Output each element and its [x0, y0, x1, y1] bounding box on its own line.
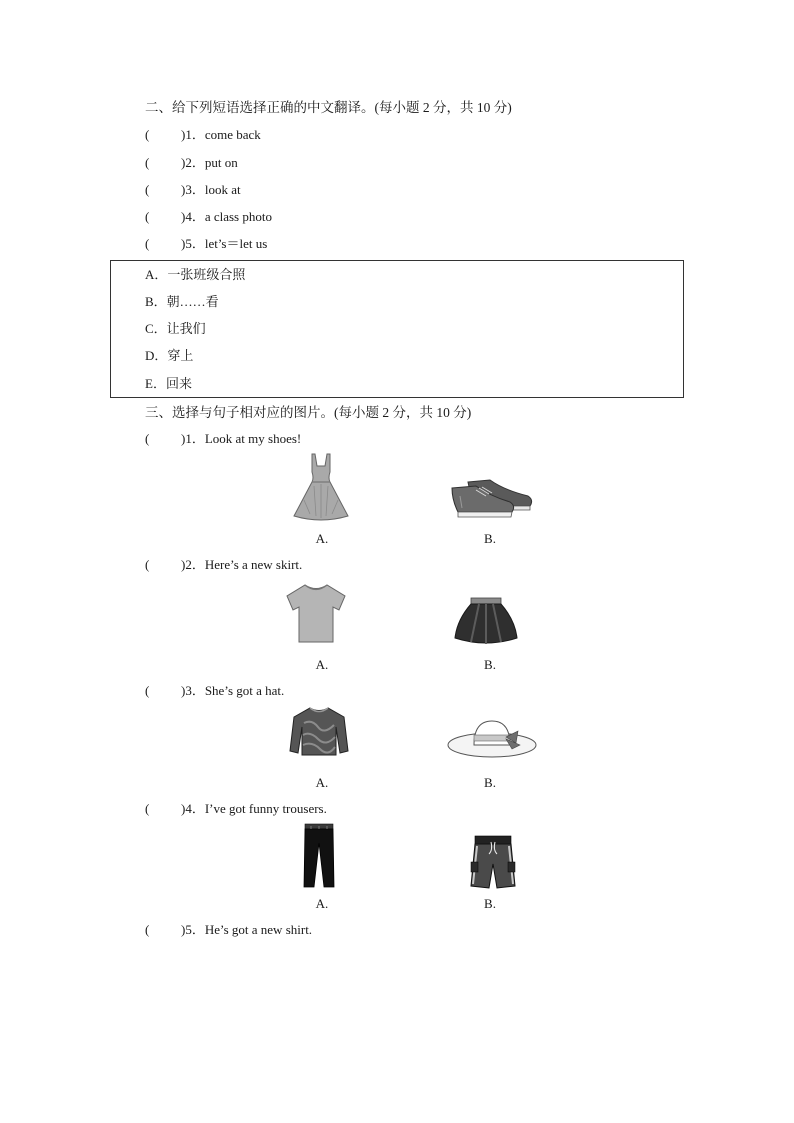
- question-s2-4: [145, 206, 272, 225]
- answer-blank[interactable]: (: [145, 182, 150, 197]
- option-d: D．穿上: [145, 348, 194, 363]
- section3-heading: 三、选择与句子相对应的图片。(每小题 2 分，共 10 分): [145, 405, 472, 420]
- choice-a-label: A.: [315, 531, 329, 546]
- option-a: A．一张班级合照: [145, 267, 246, 282]
- question-s3-4: [145, 798, 327, 817]
- question-s3-2: [145, 554, 302, 573]
- question-s2-2: [145, 152, 238, 171]
- question-s2-3: [145, 179, 241, 198]
- question-s3-5: [145, 919, 312, 938]
- choice-b-label: B.: [484, 531, 496, 546]
- question-text: )2．Here’s a new skirt.: [181, 557, 303, 572]
- question-s3-3: [145, 680, 284, 699]
- question-text: )5．He’s got a new shirt.: [181, 922, 313, 937]
- answer-blank[interactable]: (: [145, 431, 150, 446]
- option-e: E．回来: [145, 376, 192, 391]
- question-s2-1: [145, 124, 261, 143]
- answer-blank[interactable]: (: [145, 557, 150, 572]
- answer-blank[interactable]: (: [145, 922, 150, 937]
- answer-blank[interactable]: (: [145, 209, 150, 224]
- question-text: )1．come back: [181, 127, 261, 142]
- dress-icon[interactable]: [290, 452, 352, 522]
- skirt-icon[interactable]: [453, 596, 519, 648]
- question-text: )4．I’ve got funny trousers.: [181, 801, 327, 816]
- question-text: )4．a class photo: [181, 209, 272, 224]
- choice-a-label: A.: [315, 657, 329, 672]
- answer-blank[interactable]: (: [145, 683, 150, 698]
- answer-blank[interactable]: (: [145, 236, 150, 251]
- question-text: )5．let’s＝let us: [181, 236, 268, 251]
- choice-b-label: B.: [484, 896, 496, 911]
- answer-blank[interactable]: (: [145, 801, 150, 816]
- sweater-icon[interactable]: [288, 705, 350, 759]
- option-c: C．让我们: [145, 321, 206, 336]
- choice-a-label: A.: [315, 896, 329, 911]
- sunhat-icon[interactable]: [446, 717, 538, 761]
- choice-a-label: A.: [315, 775, 329, 790]
- question-text: )3．She’s got a hat.: [181, 683, 285, 698]
- question-text: )3．look at: [181, 182, 241, 197]
- trousers-icon[interactable]: [301, 823, 337, 889]
- answer-blank[interactable]: (: [145, 155, 150, 170]
- question-s3-1: [145, 428, 301, 447]
- shorts-icon[interactable]: [469, 834, 517, 890]
- answer-blank[interactable]: (: [145, 127, 150, 142]
- section2-heading: 二、给下列短语选择正确的中文翻译。(每小题 2 分，共 10 分): [145, 100, 512, 115]
- question-text: )2．put on: [181, 155, 238, 170]
- options-box: [110, 260, 684, 398]
- question-s2-5: [145, 233, 267, 252]
- choice-b-label: B.: [484, 657, 496, 672]
- sneakers-icon[interactable]: [446, 474, 536, 520]
- choice-b-label: B.: [484, 775, 496, 790]
- option-b: B．朝……看: [145, 294, 219, 309]
- question-text: )1．Look at my shoes!: [181, 431, 302, 446]
- tshirt-icon[interactable]: [283, 582, 349, 646]
